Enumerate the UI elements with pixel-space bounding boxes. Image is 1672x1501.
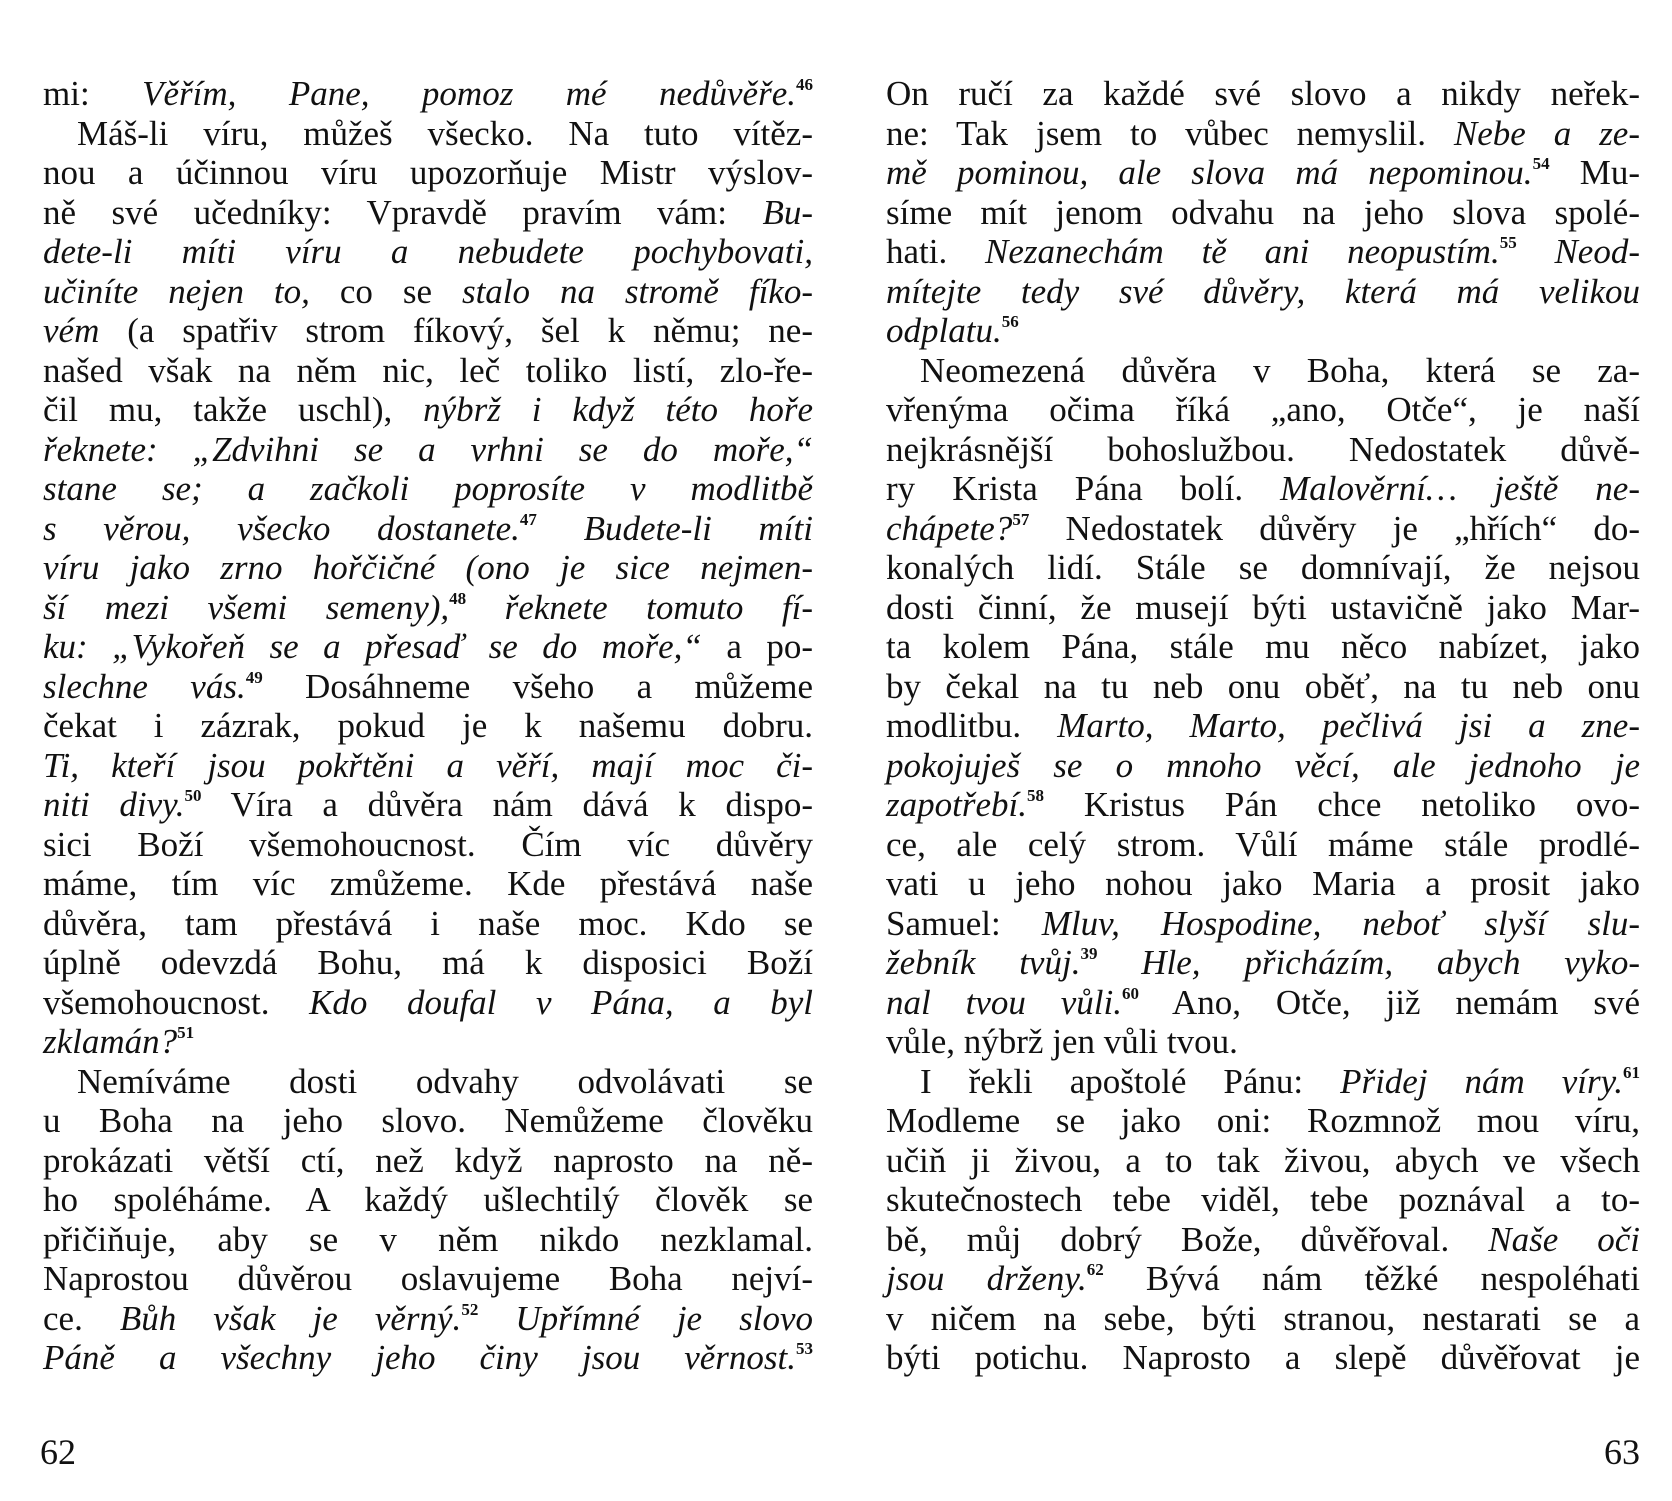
text-italic: odplatu. — [886, 311, 1002, 350]
text-roman: Kristus Pán chce netoliko ovo- — [1043, 785, 1640, 824]
text-roman: mi: — [43, 74, 143, 113]
text-line — [886, 1299, 1640, 1339]
page-number-left: 62 — [40, 1432, 76, 1472]
text-line — [886, 706, 1640, 746]
text-italic: Upřímné je slovo — [478, 1298, 814, 1338]
text-line — [886, 1101, 1640, 1141]
text-italic: nýbrž i když této hoře — [423, 390, 813, 429]
text-line — [886, 232, 1640, 272]
text-roman: býti potichu. Naprosto a slepě důvěřovat je — [886, 1338, 1640, 1377]
text-italic: mítejte tedy své důvěry, která má velikou — [886, 271, 1640, 311]
text-line — [886, 469, 1640, 509]
text-roman: našed však na něm nic, leč toliko listí, zlo-ře- — [43, 350, 813, 390]
text-roman: modlitbu. — [886, 706, 1058, 745]
text-roman: skutečnostech tebe viděl, tebe poznával a to- — [886, 1180, 1640, 1219]
text-italic: Bu- — [762, 192, 813, 232]
footnote-ref: 58 — [1026, 786, 1044, 805]
text-italic: mě pominou, ale slova má nepominou. — [886, 153, 1533, 192]
text-line — [886, 746, 1640, 786]
paragraph-first-line — [886, 1062, 1640, 1102]
text-roman: ta kolem Pána, stále mu něco nabízet, jako — [886, 627, 1640, 666]
text-line — [886, 627, 1640, 667]
text-line — [43, 153, 813, 193]
text-roman: Bývá nám těžké nespoléhati — [1103, 1259, 1640, 1298]
text-line — [43, 1299, 813, 1339]
text-line — [43, 1101, 813, 1141]
text-italic: víru jako zrno hořčičné (ono je sice nejmen- — [43, 548, 813, 587]
text-roman: ho spoléháme. A každý ušlechtilý člověk se — [43, 1180, 813, 1219]
text-roman: vati u jeho nohou jako Maria a prosit jako — [886, 864, 1640, 903]
text-italic: nal tvou vůli. — [886, 982, 1122, 1022]
text-line — [886, 272, 1640, 312]
text-roman: síme mít jenom odvahu na jeho slova spolé- — [886, 192, 1640, 232]
footnote-ref: 62 — [1086, 1260, 1104, 1279]
text-italic: Věřím, Pane, pomoz mé nedůvěře. — [142, 74, 796, 113]
text-line — [43, 74, 813, 114]
text-italic: Budete-li míti — [536, 508, 813, 548]
text-line — [886, 548, 1640, 588]
text-roman: nejkrásnější bohoslužbou. Nedostatek důvě- — [886, 429, 1640, 469]
text-line — [43, 1338, 813, 1378]
text-line — [886, 509, 1640, 549]
text-line — [886, 430, 1640, 470]
text-line — [43, 1259, 813, 1299]
text-roman: sici Boží všemohoucnost. Čím víc důvěry — [43, 824, 813, 864]
text-italic: řeknete tomuto fí- — [466, 587, 813, 627]
text-italic: niti divy. — [43, 785, 185, 824]
text-roman: čil mu, takže uschl), — [43, 390, 424, 429]
text-roman: a po- — [701, 627, 813, 666]
text-italic: Nezanechám tě ani neopustím. — [984, 232, 1500, 271]
footnote-ref: 51 — [177, 1023, 195, 1042]
text-roman: čekat i zázrak, pokud je k našemu dobru. — [43, 706, 813, 745]
text-roman: Ano, Otče, již nemám své — [1139, 982, 1641, 1022]
text-italic: zklamán? — [43, 1022, 178, 1061]
right-page-text — [886, 74, 1640, 1378]
text-line — [886, 1022, 1640, 1062]
footnote-ref: 61 — [1623, 1062, 1641, 1082]
text-italic: řeknete: „Zdvihni se a vrhni se do moře,“ — [43, 429, 813, 469]
text-line — [43, 825, 813, 865]
text-line — [43, 667, 813, 707]
text-roman: u Boha na jeho slovo. Nemůžeme člověku — [43, 1101, 813, 1140]
text-italic: jsou drženy. — [886, 1259, 1087, 1298]
text-italic: Páně a všechny jeho činy jsou věrnost. — [43, 1338, 796, 1377]
text-roman: dosti činní, že musejí býti ustavičně jako Mar- — [886, 587, 1640, 627]
text-roman: všemohoucnost. — [43, 982, 310, 1022]
text-roman: Modleme se jako oni: Rozmnož mou víru, — [886, 1101, 1640, 1140]
text-line — [886, 943, 1640, 983]
text-line — [886, 983, 1640, 1023]
text-roman: ně své učedníky: Vpravdě pravím vám: — [43, 192, 763, 232]
text-line — [886, 114, 1640, 154]
text-line — [43, 390, 813, 430]
text-line — [43, 272, 813, 312]
text-italic: ku: „Vykořeň se a přesaď se do moře,“ — [43, 627, 702, 666]
text-italic: Přidej nám víry. — [1340, 1061, 1624, 1101]
text-roman: Nemíváme dosti odvahy odvolávati se — [77, 1061, 813, 1101]
text-italic: s věrou, všecko dostanete. — [43, 508, 520, 548]
footnote-ref: 55 — [1499, 233, 1517, 252]
text-line — [43, 548, 813, 588]
text-italic: Bůh však je věrný. — [119, 1298, 462, 1338]
text-roman: ne: Tak jsem to vůbec nemyslil. — [886, 113, 1454, 153]
footnote-ref: 52 — [461, 1299, 479, 1319]
text-italic: Malověrní… ještě ne- — [1280, 469, 1640, 508]
text-line — [886, 864, 1640, 904]
text-roman: ce. — [43, 1298, 120, 1338]
text-roman: v ničem na sebe, býti stranou, nestarati se a — [886, 1298, 1640, 1338]
paragraph-first-line — [43, 1062, 813, 1102]
text-line — [886, 588, 1640, 628]
text-roman: (a spatřiv strom fíkový, šel k němu; ne- — [127, 311, 813, 350]
text-line — [886, 390, 1640, 430]
text-italic: slechne vás. — [43, 666, 246, 706]
footnote-ref: 57 — [1012, 509, 1030, 529]
footnote-ref: 56 — [1001, 312, 1019, 331]
text-line — [43, 1141, 813, 1181]
text-line — [886, 825, 1640, 865]
text-line — [43, 746, 813, 786]
text-italic: pokojuješ se o mnoho věcí, ale jednoho je — [886, 745, 1640, 785]
text-italic: učiníte nejen to, — [43, 271, 340, 311]
text-line — [43, 864, 813, 904]
text-roman: vůle, nýbrž jen vůli tvou. — [886, 1022, 1238, 1061]
text-line — [886, 1180, 1640, 1220]
text-line — [886, 153, 1640, 193]
footnote-ref: 48 — [449, 588, 467, 608]
footnote-ref: 53 — [796, 1339, 813, 1358]
text-line — [886, 193, 1640, 233]
text-line — [886, 667, 1640, 707]
left-page-text — [43, 74, 813, 1378]
text-roman: Máš-li víru, můžeš všecko. Na tuto vítěz- — [77, 113, 813, 153]
text-roman: by čekal na tu neb onu oběť, na tu neb onu — [886, 666, 1640, 706]
text-line — [886, 311, 1640, 351]
text-roman: co se — [339, 271, 462, 311]
text-italic: Mluv, Hospodine, neboť slyší slu- — [1041, 903, 1640, 943]
text-line — [43, 627, 813, 667]
text-roman: učiň ji živou, a to tak živou, abych ve všech — [886, 1140, 1640, 1180]
text-italic: stane se; a začkoli poprosíte v modlitbě — [43, 469, 813, 508]
text-roman: bě, můj dobrý Bože, důvěřoval. — [886, 1219, 1489, 1259]
text-roman: Nedostatek důvěry je „hřích“ do- — [1029, 508, 1640, 548]
text-italic: Hle, přicházím, abych vyko- — [1097, 943, 1640, 982]
text-line — [43, 904, 813, 944]
text-roman: úplně odevzdá Bohu, má k disposici Boží — [43, 943, 813, 982]
text-line — [43, 785, 813, 825]
text-roman: přičiňuje, aby se v něm nikdo nezklamal. — [43, 1219, 813, 1259]
text-line — [886, 1141, 1640, 1181]
text-italic: žebník tvůj. — [886, 943, 1081, 982]
text-roman: Neomezená důvěra v Boha, která se za- — [920, 350, 1640, 390]
footnote-ref: 47 — [519, 509, 537, 529]
text-line — [43, 193, 813, 233]
text-italic: dete-li míti víru a nebudete pochybovati, — [43, 232, 813, 271]
footnote-ref: 46 — [796, 75, 813, 94]
text-italic: ší mezi všemi semeny), — [43, 587, 450, 627]
text-roman: konalých lidí. Stále se domnívají, že nejsou — [886, 548, 1640, 587]
text-line — [886, 1259, 1640, 1299]
text-roman: hati. — [886, 232, 985, 271]
footnote-ref: 54 — [1532, 154, 1550, 173]
text-roman: prokázati větší ctí, než když naprosto na ně- — [43, 1140, 813, 1180]
footnote-ref: 50 — [184, 786, 202, 805]
text-italic: Kdo doufal v Pána, a byl — [309, 982, 813, 1022]
text-roman: máme, tím víc zmůžeme. Kde přestává naše — [43, 864, 813, 903]
text-roman: Samuel: — [886, 903, 1042, 943]
text-roman: I řekli apoštolé Pánu: — [920, 1061, 1341, 1101]
text-roman: Dosáhneme všeho a můžeme — [262, 666, 814, 706]
text-line — [886, 74, 1640, 114]
text-italic: chápete? — [886, 508, 1013, 548]
footnote-ref: 49 — [245, 667, 263, 687]
text-italic: Ti, kteří jsou pokřtěni a věří, mají moc či- — [43, 745, 813, 785]
text-line — [886, 1220, 1640, 1260]
text-line — [43, 351, 813, 391]
text-line — [43, 1220, 813, 1260]
text-roman: vřenýma očima říká „ano, Otče“, je naší — [886, 390, 1640, 429]
text-italic: vém — [43, 311, 128, 350]
text-roman: ry Krista Pána bolí. — [886, 469, 1281, 508]
text-italic: zapotřebí. — [886, 785, 1027, 824]
paragraph-first-line — [43, 114, 813, 154]
text-italic: Naše oči — [1488, 1219, 1640, 1259]
text-line — [43, 1022, 813, 1062]
text-roman: důvěra, tam přestává i naše moc. Kdo se — [43, 903, 813, 943]
text-line — [43, 588, 813, 628]
text-italic: stalo na stromě fíko- — [461, 271, 813, 311]
text-line — [886, 785, 1640, 825]
text-roman: On ručí za každé své slovo a nikdy neřek- — [886, 74, 1640, 113]
footnote-ref: 60 — [1122, 983, 1139, 1003]
text-line — [43, 1180, 813, 1220]
text-line — [43, 706, 813, 746]
text-roman: Víra a důvěra nám dává k dispo- — [201, 785, 813, 824]
text-line — [43, 509, 813, 549]
footnote-ref: 39 — [1080, 944, 1098, 963]
right-page — [836, 0, 1672, 1501]
text-line — [43, 311, 813, 351]
text-line — [886, 1338, 1640, 1378]
text-roman: Mu- — [1549, 153, 1640, 192]
text-line — [43, 943, 813, 983]
text-line — [43, 232, 813, 272]
page-number-right: 63 — [1604, 1432, 1640, 1472]
text-line — [43, 430, 813, 470]
text-roman: nou a účinnou víru upozorňuje Mistr výslov- — [43, 153, 813, 192]
text-italic: Nebe a ze- — [1453, 113, 1640, 153]
text-line — [886, 904, 1640, 944]
text-italic: Marto, Marto, pečlivá jsi a zne- — [1057, 706, 1640, 745]
text-roman: ce, ale celý strom. Vůlí máme stále prodlé- — [886, 824, 1640, 864]
text-italic: Neod- — [1516, 232, 1640, 271]
text-line — [43, 469, 813, 509]
text-roman: Naprostou důvěrou oslavujeme Boha nejví- — [43, 1259, 813, 1298]
paragraph-first-line — [886, 351, 1640, 391]
text-line — [43, 983, 813, 1023]
